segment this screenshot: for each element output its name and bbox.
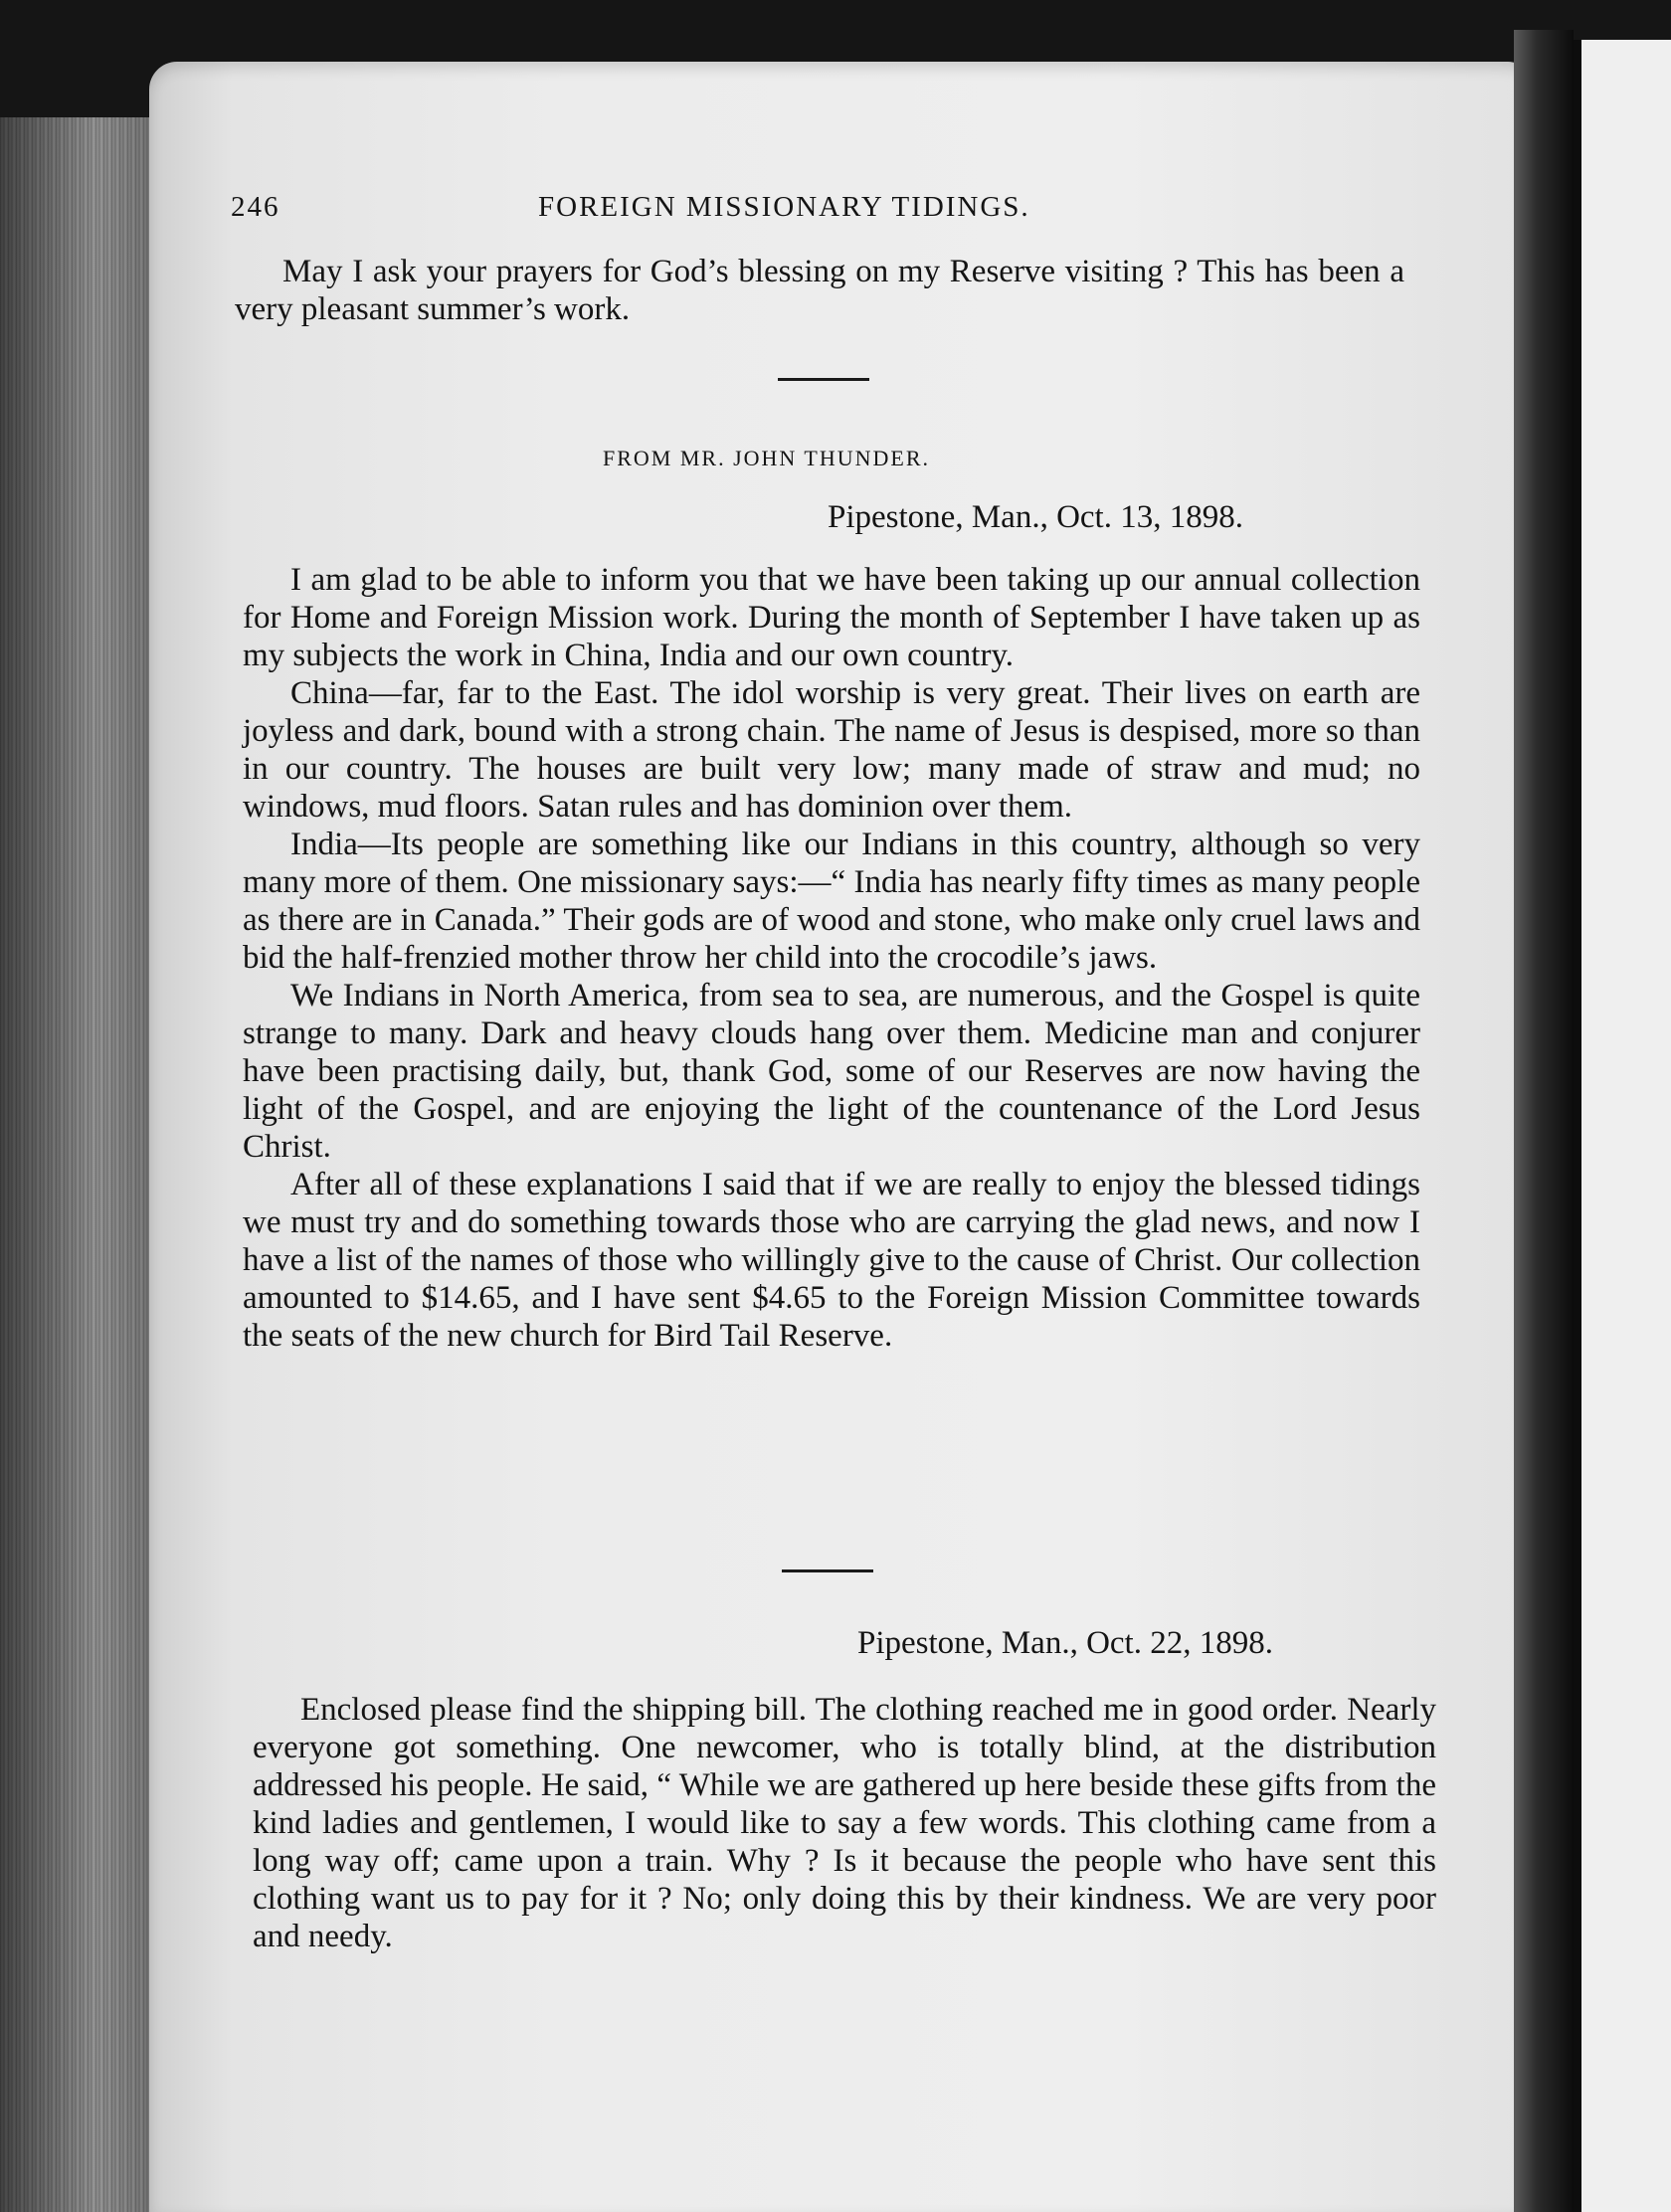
book-cover-edge [1574,40,1671,2212]
letter-dateline: Pipestone, Man., Oct. 13, 1898. [828,499,1243,535]
letter-heading: FROM MR. JOHN THUNDER. [603,446,931,470]
section-divider [782,1569,873,1572]
section-divider [778,378,869,381]
body-paragraph: I am glad to be able to inform you that we have been taking up our annual collection for Home and Foreign Mission work. During the month of September I have taken up as my subjects the work in China, India and our own country. [243,562,1420,673]
body-paragraph: Enclosed please find the shipping bill. The clothing reached me in good order. Nearly everyone got something. One newcomer, who is totally blind, at the distribution addressed his people. He said, “ While we are gathered up here beside these gifts from the kind ladies and gentlemen, I would like to say a few words. This clothing came from a long way off; came upon a train. Why ? Is it because the people who have sent this clothing want us to pay for it ? No; only doing this by their kindness. We are very poor and needy. [253,1692,1436,1954]
page-edges-shadow [0,117,159,2212]
body-paragraph: India—Its people are something like our Indians in this country, although so very many more of them. One missionary says:—“ India has nearly fifty times as many people as there are in Canada.” Their gods are of wood and stone, who make only cruel laws and bid the half-frenzied mother throw her child into the crocodile’s jaws. [243,827,1420,976]
intro-block [235,253,1404,328]
letter-body [243,561,1420,1355]
page-title: FOREIGN MISSIONARY TIDINGS. [538,191,1030,223]
intro-paragraph: May I ask your prayers for God’s blessing on my Reserve visiting ? This has been a very pleasant summer’s work. [235,254,1404,327]
book-binding [1514,30,1574,2212]
letter-body [253,1691,1436,1955]
body-paragraph: We Indians in North America, from sea to sea, are numerous, and the Gospel is quite strange to many. Dark and heavy clouds hang over them. Medicine man and conjurer have been practising daily, but, thank God, some of our Reserves are now having the light of the Gospel, and are enjoying the light of the countenance of the Lord Jesus Christ. [243,978,1420,1165]
page-number: 246 [231,191,280,223]
body-paragraph: After all of these explanations I said that if we are really to enjoy the blessed tidings we must try and do something towards those who are carrying the glad news, and now I have a list of the names of those who willingly give to the cause of Christ. Our collection amounted to $14.65, and I have sent $4.65 to the Foreign Mission Committee towards the seats of the new church for Bird Tail Reserve. [243,1167,1420,1354]
body-paragraph: China—far, far to the East. The idol worship is very great. Their lives on earth are joyless and dark, bound with a strong chain. The name of Jesus is despised, more so than in our country. The houses are built very low; many made of straw and mud; no windows, mud floors. Satan rules and has dominion over them. [243,675,1420,825]
letter-dateline: Pipestone, Man., Oct. 22, 1898. [857,1625,1273,1661]
